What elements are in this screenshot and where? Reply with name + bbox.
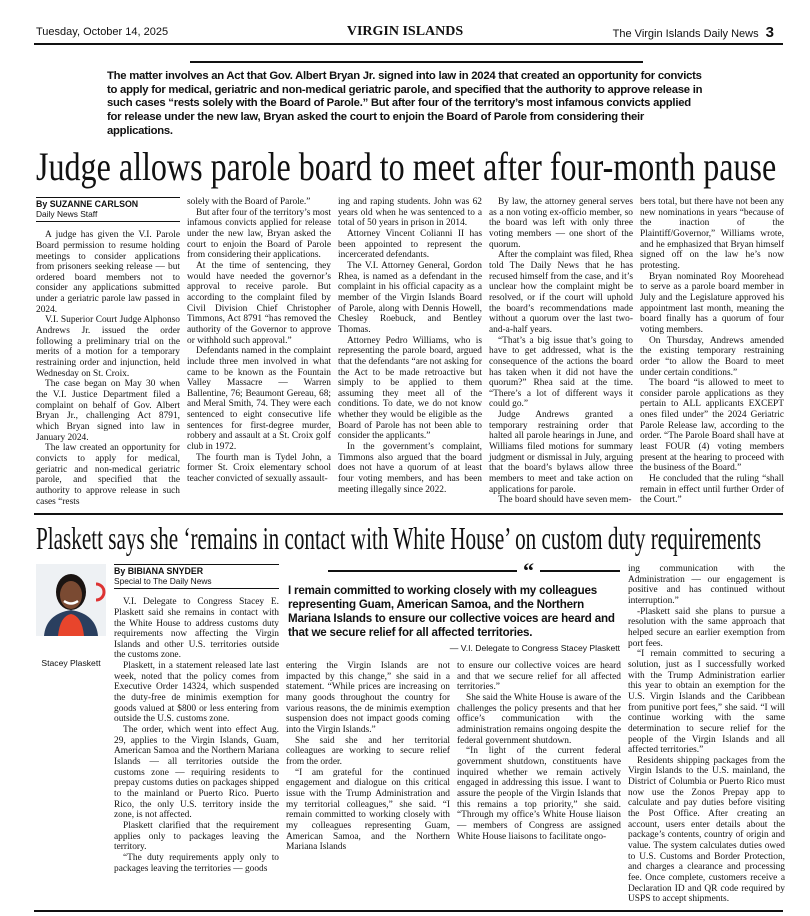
pull-quote-attribution: — V.I. Delegate to Congress Stacey Plaskett (449, 643, 620, 653)
paper-name-block (613, 24, 774, 41)
page-number: 3 (765, 24, 774, 41)
article-paragraph: Plaskett, in a statement released late last week, noted that the policy comes from Executive Order 14324, which suspended the duty-free de minimis exemption for goods valued at $800 or less entering from outside the U.S. customs zone. (114, 661, 279, 725)
pull-quote (288, 558, 620, 653)
section-title: VIRGIN ISLANDS (346, 24, 464, 39)
article1-column-5 (640, 197, 784, 506)
article1-column-3 (338, 197, 482, 495)
article1-headline: Judge allows parole board to meet after four-month pause (36, 144, 777, 189)
article1-column-2 (187, 197, 331, 485)
article-paragraph: V.I. Delegate to Congress Stacey E. Plaskett said she remains in contact with the White House to address customs duty requirements now affecting the Virgin Islands and other U.S. territories outside the customs zone. (114, 597, 279, 661)
portrait-image (36, 564, 106, 636)
article-paragraph: On Thursday, Andrews amended the existing temporary restraining order “to allow the Board to meet under certain conditions.” (640, 335, 784, 378)
article-paragraph: to ensure our collective voices are heard and that we secure relief for all affected territories.” (457, 661, 621, 693)
article-paragraph: V.I. Superior Court Judge Alphonso Andrews Jr. issued the order following a preliminary trial on the merits of a motion for a temporary restraining order and injunction, held Wednesday on St. Croix. (36, 315, 180, 379)
pull-quote-text: I remain committed to working closely with my colleagues representing Guam, American Samoa, and the Northern Mariana Islands to ensure our collective voices are heard and that we secure relief for all affected territories. (288, 584, 615, 639)
article-paragraph: entering the Virgin Islands are not impacted by this change,” she said in a statement. “While prices are increasing on many goods throughout the country for various reasons, the de minimis exemption suspension does not impact goods coming into the Virgin Islands.” (286, 661, 450, 735)
article-paragraph: -Plaskett said she plans to pursue a resolution with the same approach that helped secure an earlier exemption from port fees. (628, 606, 785, 649)
photo-caption: Stacey Plaskett (41, 658, 101, 668)
article-paragraph: She said she and her territorial colleagues are working to secure relief from the order. (286, 735, 450, 767)
article-paragraph: The law created an opportunity for convicts to apply for medical, geriatric and non-medical geriatric parole, and specified that the authority to approve release in such cases “rests (36, 443, 180, 507)
plaskett-photo (36, 564, 106, 636)
article-paragraph: But after four of the territory’s most infamous convicts applied for release under the new law, Bryan asked the court to enjoin the Board of Parole from considering their applications. (187, 207, 331, 261)
article-paragraph: Residents shipping packages from the Virgin Islands to the U.S. mainland, the District of Columbia or Puerto Rico must now use the Zonos Prepay app to calculate and pay duties before visiting the Post Office. After creating an account, users enter details about the package’s contents, country of origin and value. The system calculates duties owed to U.S. Customs and Border Protection, and charges a clearance and processing fee. Once complete, customers receive a Declaration ID and QR code required by USPS to accept shipments. (628, 755, 785, 905)
article2-column-1 (114, 564, 279, 874)
article2-headline: Plaskett says she ‘remains in contact with White House’ on custom duty requirements (36, 520, 762, 556)
article2-byline (114, 564, 279, 589)
article1-byline (36, 197, 180, 222)
byline-role: Daily News Staff (36, 208, 98, 219)
paper-name: The Virgin Islands Daily News (612, 28, 759, 40)
header-rule (34, 43, 783, 45)
article-paragraph: Judge Andrews granted a temporary restraining order that halted all parole hearings in June, and Williams filed motions for summary judgment or dismissal in July, arguing that the board’s bylaws allow three members to meet and take action on applications for parole. (489, 410, 633, 495)
article-paragraph: “I remain committed to securing a solution, just as I successfully worked with the Trump Administration earlier this year to obtain an exemption for the U.S. Virgin Islands and the Caribbean from punitive port fees,” she said. “I will continue working with the same determination to secure relief for the people of the Virgin Islands and all affected territories.” (628, 649, 785, 756)
article-paragraph: A judge has given the V.I. Parole Board permission to resume holding meetings to consider applications from prisoners seeking release — but ordered board members not to consider any applications submitted under a geriatric parole law passed in 2024. (36, 230, 180, 315)
article-paragraph: “The duty requirements apply only to packages leaving the territories — goods (114, 852, 279, 874)
quote-rule-left (328, 570, 517, 572)
article-paragraph: She said the White House is aware of the challenges the policy presents and that her office’s communication with the administration remains ongoing despite the federal government shutdown. (457, 692, 621, 746)
article2-column-4 (628, 564, 785, 905)
article-paragraph: The order, which went into effect Aug. 29, applies to the Virgin Islands, Guam, American Samoa and the Northern Mariana Islands — all territories outside the customs zone — requiring residents to prepay customs duties on packages shipped to the mainland or Puerto Rico. Puerto Rico, the only U.S. territory inside the zone, is not affected. (114, 725, 279, 821)
intro-summary: The matter involves an Act that Gov. Albert Bryan Jr. signed into law in 2024 that created an opportunity for convicts to apply for medical, geriatric and non-medical geriatric parole, and specified that the authority to approve release in such cases “rests solely with the Board of Parole.” But after four of the territory’s most infamous convicts applied for release under the new law, Bryan asked the court to enjoin the Board of Parole from considering their applications. (107, 70, 703, 137)
article-paragraph: “In light of the current federal government shutdown, constituents have inquired whether we remain actively engaged in addressing this issue. I want to assure the people of the Virgin Islands that this remains a top priority,” she said. “Through my office’s White House liaison — members of Congress are assigned White House liaisons to facilitate ongo- (457, 746, 621, 842)
article-paragraph: Plaskett clarified that the requirement applies only to packages leaving the territory. (114, 820, 279, 853)
article-paragraph: “I am grateful for the continued engagement and dialogue on this critical issue with the Trump Administration and my territorial colleagues,” she said. “I remain committed to working closely with my colleagues representing Guam, American Samoa, and the Northern Mariana Islands (286, 767, 450, 853)
article-paragraph: bers total, but there have not been any new nominations in years “because of the inaction of the Plaintiff/Governor,” Williams wrote, and he emphasized that Bryan himself signed off on the law he’s now protesting. (640, 197, 784, 271)
byline-author: By SUZANNE CARLSON (36, 199, 139, 209)
quote-mark-row (288, 558, 620, 583)
article-paragraph: The board “is allowed to meet to consider parole applications as they pertain to ALL applicants EXCEPT ones filed under” the 2024 Geriatric Parole Release law, according to the order. “The Parole Board shall have at least FOUR (4) voting members present at the hearing to proceed with the business of the Board.” (640, 378, 784, 474)
article-paragraph: Defendants named in the complaint include three men involved in what came to be known as the Fountain Valley Massacre — Warren Ballentine, 76; Beaumont Gereau, 68; and Meral Smith, 74. They were each sentenced to eight consecutive life sentences for first-degree murder, robbery and assault at a St. Croix golf club in 1972. (187, 346, 331, 453)
quote-mark-icon: “ (523, 558, 534, 583)
bottom-rule (34, 910, 783, 912)
article-paragraph: The board should have seven mem- (498, 495, 632, 506)
article-paragraph: Attorney Pedro Williams, who is representing the parole board, argued that the defendants “are not asking for the Act to be made retroactive but simply to be applied to them assuming they meet all of the conditions. To date, we do not know whether they would be eligible as the Board of Parole has not been able to consider the applicants.” (338, 335, 482, 442)
issue-date: Tuesday, October 14, 2025 (36, 26, 169, 38)
article1-column-4 (489, 197, 633, 506)
quote-rule-right (540, 570, 620, 572)
article-paragraph: At the time of sentencing, they would have needed the governor’s approval to receive parole. But according to the complaint filed by Civil Division Chief Christopher Timmons, Act 8791 “has removed the authority of the Governor to approve or withhold such approval.” (187, 260, 331, 346)
article-paragraph: After the complaint was filed, Rhea told The Daily News that he has recused himself from the case, and it’s unclear how the complaint might be resolved, or if the court will uphold the board’s recommendations made without a quorum over the last two-and-a-half years. (489, 250, 633, 335)
article-paragraph: In the government’s complaint, Timmons also argued that the board does not have a quorum of at least four voting members, and has been meeting illegally since 2022. (338, 442, 482, 495)
intro-rule (190, 61, 643, 63)
article-paragraph: Bryan nominated Roy Moorehead to serve as a parole board member in July and the Legislature approved his appointment last month, meaning the board finally has a quorum of four voting members. (640, 271, 784, 335)
article2-column-2 (286, 661, 450, 853)
article2-column-3 (457, 661, 621, 842)
article-paragraph: ing and raping students. John was 62 years old when he was sentenced to a total of 50 years in prison in 2014. (338, 197, 482, 229)
article-paragraph: Attorney Vincent Colianni II has been appointed to represent the incercerated defendants. (338, 228, 482, 261)
article-paragraph: solely with the Board of Parole.” (187, 197, 311, 207)
article-paragraph: “That’s a big issue that’s going to have to get addressed, what is the consequence of the actions the board has taken when it did not have the quorum?” Rhea said at the time. “There’s a lot of different ways it could go.” (489, 335, 633, 410)
byline-author: By BIBIANA SNYDER (114, 566, 204, 576)
article-paragraph: He concluded that the ruling “shall remain in effect until further Order of the Court.” (640, 474, 784, 506)
article1-column-1 (36, 197, 180, 507)
article-paragraph: ing communication with the Administration — our engagement is positive and has continued without interruption.” (628, 564, 785, 606)
article-paragraph: The fourth man is Tydel John, a former St. Croix elementary school teacher convicted of sexually assault- (187, 452, 331, 485)
article-paragraph: The V.I. Attorney General, Gordon Rhea, is named as a defendant in the complaint in his official capacity as a member of the Virgin Islands Board of Parole, along with Dennis Howell, Chesley Roebuck, and Bentley Thomas. (338, 260, 482, 335)
byline-role: Special to The Daily News (114, 575, 212, 586)
article-divider (34, 513, 783, 515)
article-paragraph: By law, the attorney general serves as a non voting ex-officio member, so the board was left with only three voting members — one short of the quorum. (489, 197, 633, 250)
article-paragraph: The case began on May 30 when the V.I. Justice Department filed a complaint on behalf of Gov. Albert Bryan Jr., challenging Act 8791, which Bryan signed into law in January 2024. (36, 379, 180, 443)
